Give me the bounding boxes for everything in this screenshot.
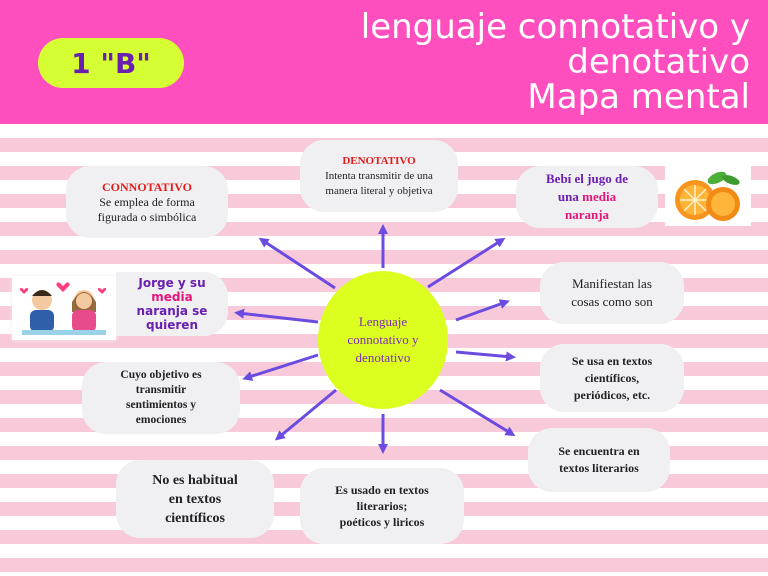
page-title-line3: Mapa mental [527,77,750,117]
node-literarios-line1: Se encuentra en [558,444,640,458]
node-objetivo-line4: emociones [135,414,187,426]
center-line1: Lenguaje [358,314,408,329]
node-jugo-line2: una media [557,189,617,204]
node-usado-line1: Es usado en textos [335,483,429,497]
node-objetivo-line2: transmitir [135,384,187,396]
central-node [318,271,448,409]
node-jorge [116,272,228,336]
arrow-to-objetivo [246,355,318,378]
node-habitual-line1: No es habitual [152,472,238,488]
node-cientificos-line3: periódicos, etc. [573,387,651,402]
node-denotativo-line1: Intenta transmitir de una [325,169,433,182]
node-cientificos-line2: científicos, [584,370,640,385]
node-objetivo-line3: sentimientos y [126,399,196,411]
center-line3: denotativo [355,350,411,365]
node-jugo-line3: naranja [564,207,610,222]
node-connotativo [66,166,228,238]
node-objetivo-line1: Cuyo objetivo es [120,369,202,381]
arrow-to-literarios [440,390,512,434]
node-literarios [528,428,670,492]
arrow-to-cientificos [456,352,512,357]
center-line2: connotativo y [347,332,419,347]
arrow-to-habitual [278,390,336,438]
node-jorge-line1: Jorge y su [138,276,206,290]
node-cientificos-line1: Se usa en textos [571,353,653,368]
node-jorge-line2: media [151,290,193,304]
node-manifiestan-line1: Manifiestan las [572,276,652,291]
node-cientificos [540,344,684,412]
node-manifiestan [540,262,684,324]
node-jugo [516,166,658,228]
node-connotativo-title: CONNOTATIVO [102,179,192,194]
node-connotativo-line2: figurada o simbólica [97,209,197,224]
arrow-to-connotativo [262,240,335,288]
node-usado-line2: literarios; [356,499,408,513]
arrow-to-jorge [238,313,318,322]
node-usado [300,468,464,544]
node-jorge-line3: naranja se [136,304,208,318]
node-habitual-line3: científicos [165,510,225,526]
arrow-to-jugo [428,240,502,287]
couple-image [12,276,116,340]
node-connotativo-line1: Se emplea de forma [99,194,195,209]
node-objetivo [82,362,240,434]
node-habitual [116,460,274,538]
node-denotativo [300,140,458,212]
node-habitual-line2: en textos [168,491,222,507]
arrow-to-manifiestan [456,302,506,320]
node-literarios-line2: textos literarios [559,461,639,475]
node-usado-line3: poéticos y liricos [339,515,425,529]
orange-image [665,166,751,226]
node-jorge-line4: quieren [146,318,198,332]
page-title-line2: denotativo [567,42,750,82]
class-badge: 1 "B" [38,38,184,88]
node-jugo-line1: Bebí el jugo de [546,171,628,186]
page-title-line1: lenguaje connotativo y [360,7,750,47]
node-denotativo-title: DENOTATIVO [342,154,416,167]
node-manifiestan-line2: cosas como son [571,294,653,309]
node-denotativo-line2: manera literal y objetiva [325,184,433,197]
